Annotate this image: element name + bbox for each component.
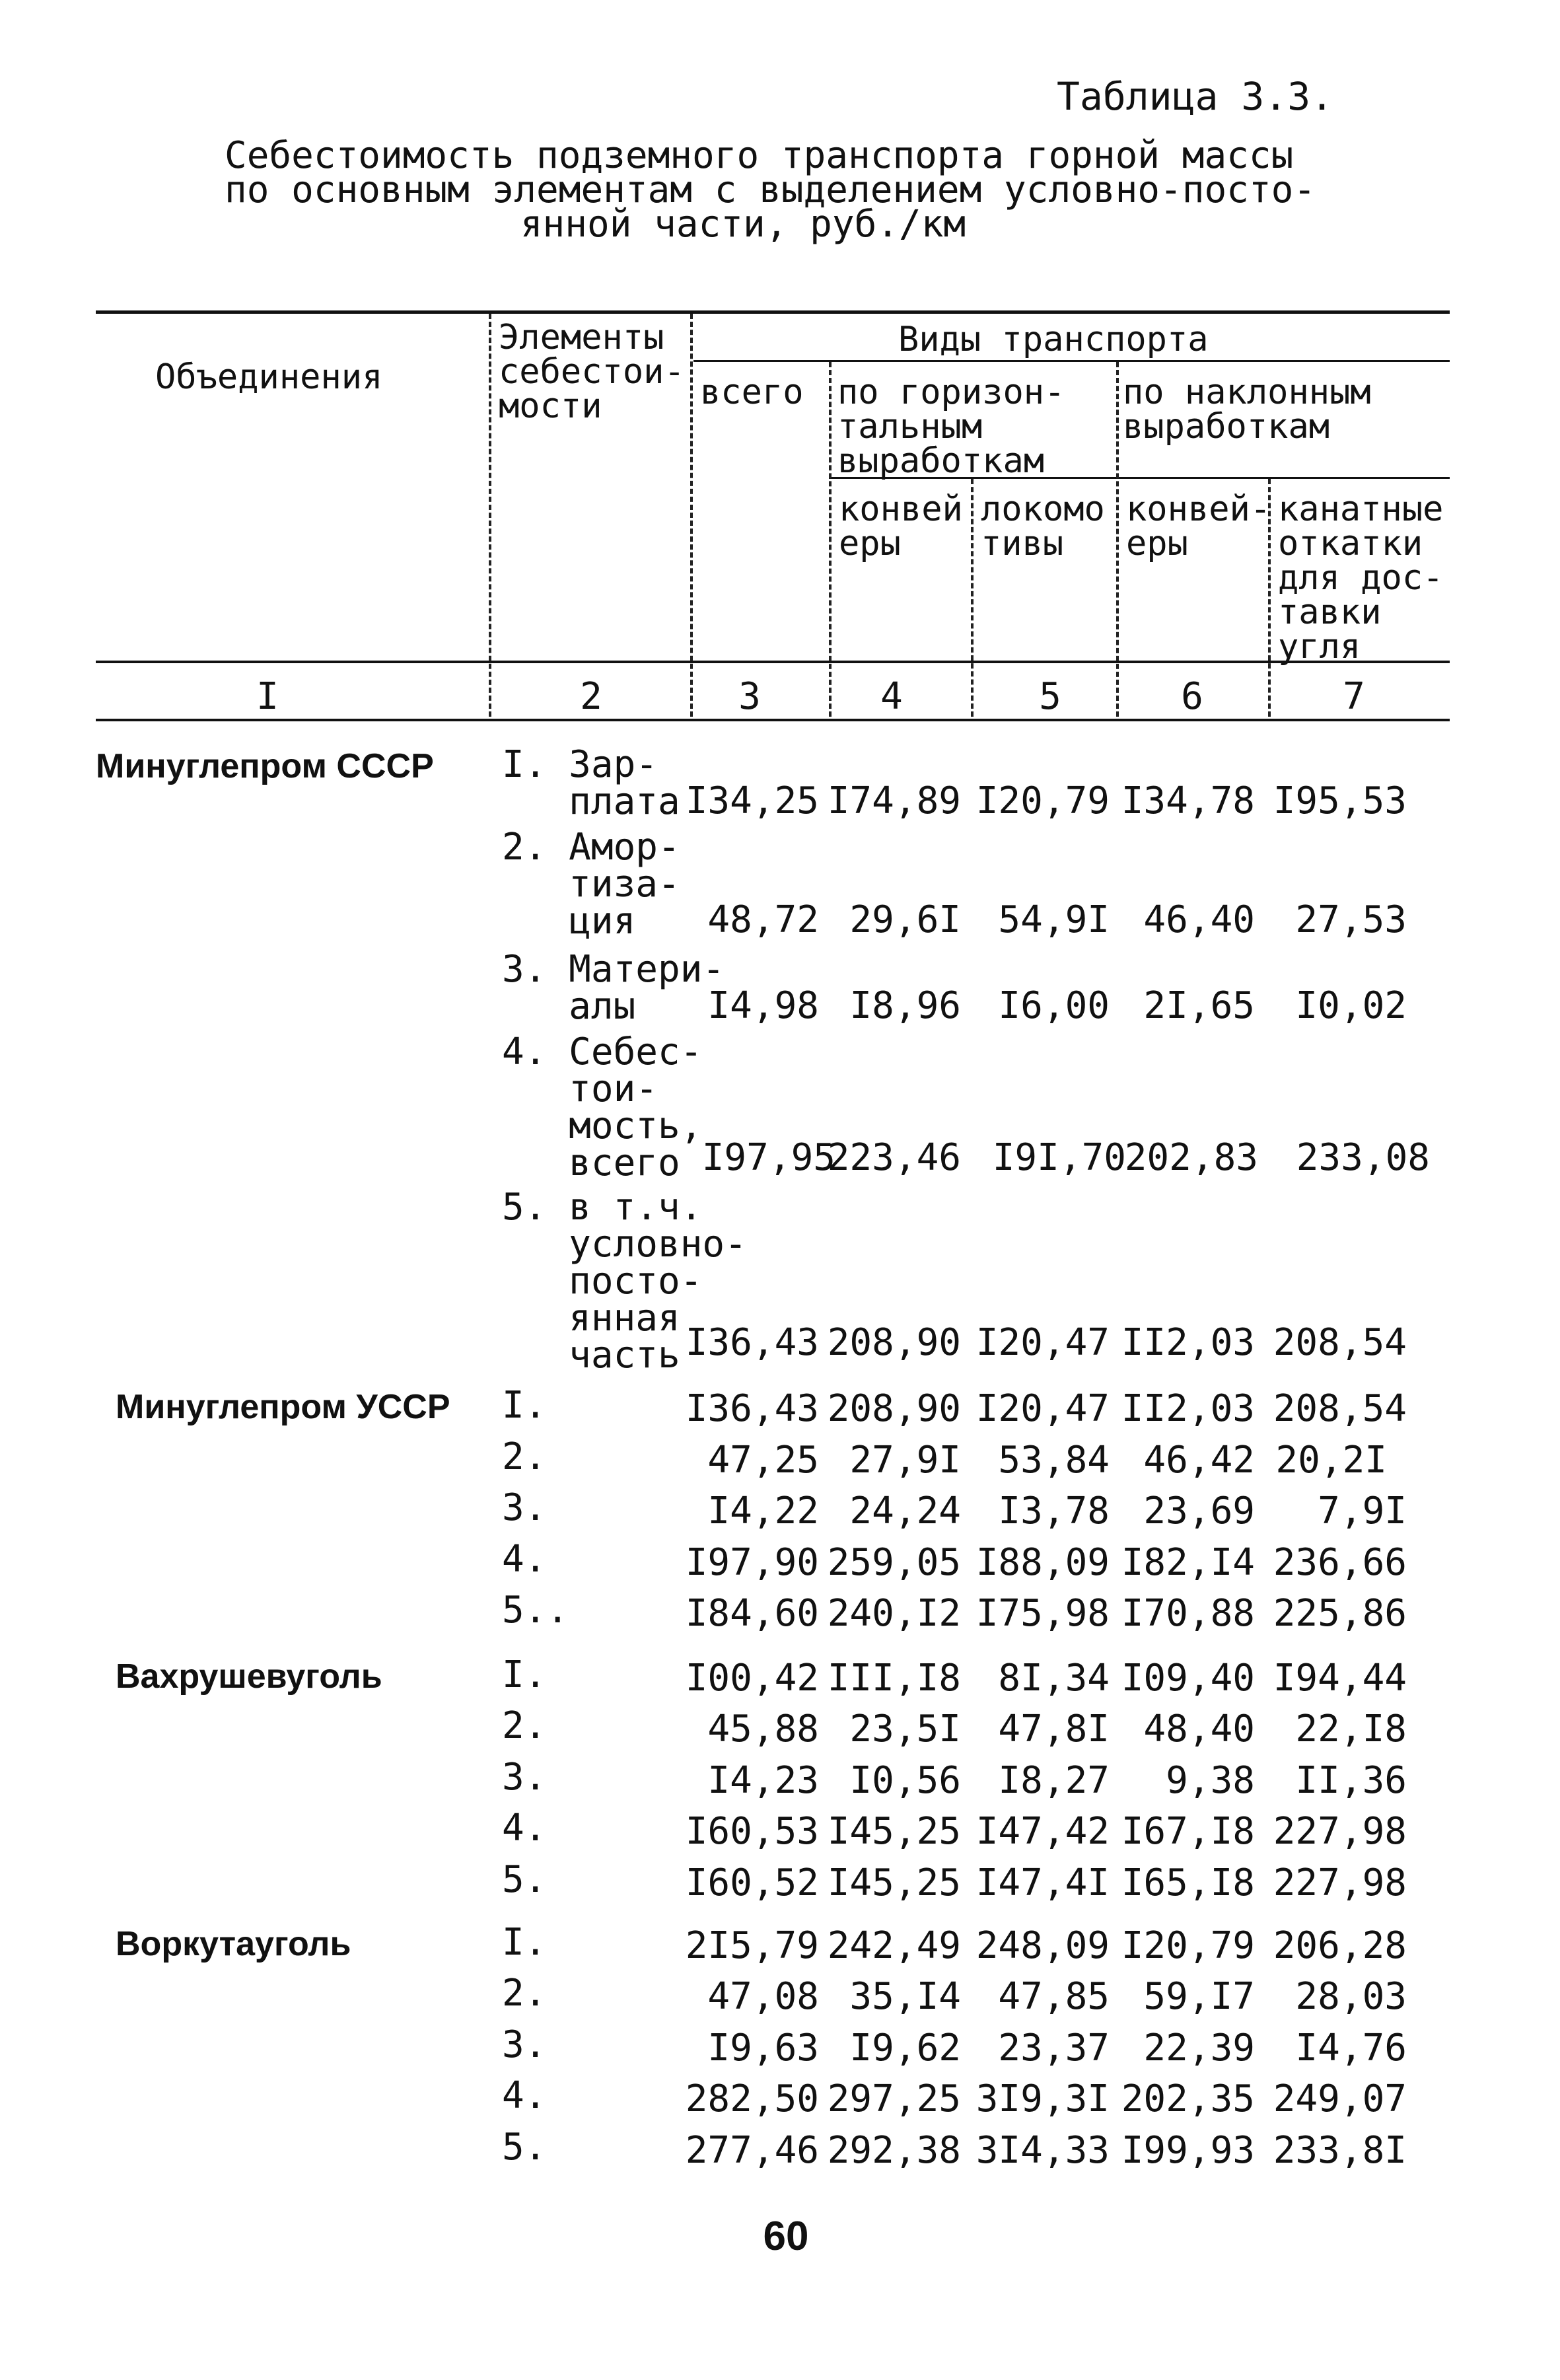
value-locomotives: I47,4I [975, 1861, 1110, 1904]
table-row [0, 1486, 1560, 1536]
table-label: Таблица 3.3. [1057, 74, 1334, 119]
table-row [0, 1704, 1560, 1754]
element-line: ция [502, 900, 636, 943]
value-rope-haulage: 28,03 [1295, 1975, 1407, 2018]
element-line: условно- [502, 1223, 747, 1266]
value-conveyors-horizontal: 223,46 [827, 1136, 961, 1179]
column-separator [489, 314, 491, 717]
element-line: мость, [502, 1104, 703, 1147]
column-separator [829, 362, 832, 717]
value-rope-haulage: 22,I8 [1295, 1708, 1407, 1750]
value-locomotives: I9I,70 [992, 1136, 1126, 1179]
header-line: тальным [837, 407, 983, 447]
table-caption [225, 134, 1316, 246]
value-locomotives: I20,47 [975, 1321, 1110, 1364]
value-locomotives: 3I9,3I [975, 2077, 1110, 2120]
value-rope-haulage: 233,08 [1296, 1136, 1430, 1179]
value-total: I84,60 [685, 1592, 819, 1635]
table-row [0, 1858, 1560, 1908]
value-locomotives: I20,47 [975, 1387, 1110, 1430]
value-conveyors-inclined: I70,88 [1121, 1592, 1255, 1635]
header-cost-elements [499, 318, 685, 426]
value-locomotives: I75,98 [975, 1592, 1110, 1635]
cost-element: 5.. [502, 1589, 569, 1632]
table-row [0, 1921, 1560, 1970]
value-total: I97,90 [685, 1541, 819, 1584]
value-locomotives: 47,85 [998, 1975, 1110, 2018]
value-rope-haulage: 227,98 [1273, 1861, 1407, 1904]
header-transport-types: Виды транспорта [898, 320, 1209, 359]
cost-element: 2. [502, 1704, 547, 1747]
header-line: конвей [839, 489, 963, 529]
column-number: 7 [1343, 675, 1365, 718]
caption-line: янной части, руб./км [520, 203, 966, 246]
value-rope-haulage: 249,07 [1273, 2077, 1407, 2120]
value-conveyors-inclined: I34,78 [1121, 779, 1255, 822]
value-rope-haulage: 208,54 [1273, 1387, 1407, 1430]
cost-element: 3. [502, 1756, 547, 1799]
value-conveyors-inclined: 46,40 [1143, 898, 1255, 941]
cost-element: 5. [502, 1858, 547, 1901]
element-line: всего [502, 1141, 680, 1184]
value-total: I4,22 [707, 1490, 819, 1533]
org-name: Минуглепром УССР [116, 1388, 450, 1426]
header-conveyors-horizontal [839, 489, 963, 563]
table-row [0, 1136, 1560, 1182]
header-line: мости [499, 386, 602, 426]
value-locomotives: I47,42 [975, 1810, 1110, 1853]
value-total: I97,95 [701, 1136, 835, 1179]
value-total: I4,23 [707, 1759, 819, 1802]
value-conveyors-inclined: I09,40 [1121, 1657, 1255, 1700]
value-locomotives: 3I4,33 [975, 2129, 1110, 2172]
value-conveyors-horizontal: I8,96 [849, 984, 961, 1027]
value-locomotives: I8,27 [998, 1759, 1110, 1802]
element-line: алы [502, 985, 636, 1028]
value-conveyors-horizontal: 27,9I [849, 1439, 961, 1482]
header-line: Элементы [499, 318, 664, 357]
header-line: еры [839, 524, 901, 563]
element-line: янная [502, 1297, 680, 1340]
value-conveyors-horizontal: I9,62 [849, 2027, 961, 2070]
header-line: себестои- [499, 352, 685, 392]
cost-element: 3. [502, 2023, 547, 2066]
table-top-rule [96, 310, 1450, 314]
value-rope-haulage: 7,9I [1318, 1490, 1407, 1533]
value-total: 2I5,79 [685, 1924, 819, 1967]
value-conveyors-inclined: 23,69 [1143, 1490, 1255, 1533]
cost-element: I. [502, 1384, 547, 1427]
value-total: I34,25 [685, 779, 819, 822]
table-row [0, 1589, 1560, 1638]
value-rope-haulage: 208,54 [1273, 1321, 1407, 1364]
header-total: всего [700, 373, 804, 412]
table-row [0, 2126, 1560, 2175]
value-total: 45,88 [707, 1708, 819, 1750]
cost-element: 2. [502, 1435, 547, 1478]
value-conveyors-inclined: I99,93 [1121, 2129, 1255, 2172]
value-conveyors-inclined: 59,I7 [1143, 1975, 1255, 2018]
org-name: Вахрушевуголь [116, 1657, 382, 1696]
value-rope-haulage: 27,53 [1295, 898, 1407, 941]
value-total: I36,43 [685, 1387, 819, 1430]
value-locomotives: I6,00 [998, 984, 1110, 1027]
element-line: 3. Матери- [502, 948, 725, 991]
value-total: 282,50 [685, 2077, 819, 2120]
value-rope-haulage: 233,8I [1273, 2129, 1407, 2172]
page-number: 60 [763, 2214, 809, 2259]
value-conveyors-horizontal: 23,5I [849, 1708, 961, 1750]
cost-element: I. [502, 1921, 547, 1964]
value-conveyors-horizontal: 29,6I [849, 898, 961, 941]
column-number: 6 [1181, 675, 1203, 718]
value-total: I4,98 [707, 984, 819, 1027]
value-conveyors-inclined: 48,40 [1143, 1708, 1255, 1750]
value-rope-haulage: I4,76 [1295, 2027, 1407, 2070]
value-conveyors-horizontal: 242,49 [827, 1924, 961, 1967]
value-conveyors-horizontal: I0,56 [849, 1759, 961, 1802]
value-conveyors-inclined: I82,I4 [1121, 1541, 1255, 1584]
header-line: тивы [981, 524, 1064, 563]
value-rope-haulage: 236,66 [1273, 1541, 1407, 1584]
value-rope-haulage: II,36 [1295, 1759, 1407, 1802]
value-total: I00,42 [685, 1657, 819, 1700]
value-conveyors-inclined: I20,79 [1121, 1924, 1255, 1967]
cost-element: I. [502, 1653, 547, 1696]
value-locomotives: 248,09 [975, 1924, 1110, 1967]
value-conveyors-horizontal: 208,90 [827, 1387, 961, 1430]
column-number: 5 [1039, 675, 1061, 718]
column-separator [690, 314, 693, 717]
table-row [0, 984, 1560, 1030]
value-conveyors-inclined: I67,I8 [1121, 1810, 1255, 1853]
value-total: I9,63 [707, 2027, 819, 2070]
header-bottom-rule [96, 661, 1450, 663]
value-conveyors-horizontal: 24,24 [849, 1490, 961, 1533]
column-separator [1116, 362, 1119, 717]
element-line: плата [502, 780, 680, 823]
header-locomotives [981, 489, 1105, 563]
caption-line: по основным элементам с выделением условно-посто- [225, 168, 1316, 211]
value-conveyors-horizontal: 292,38 [827, 2129, 961, 2172]
value-conveyors-inclined: II2,03 [1121, 1387, 1255, 1430]
value-locomotives: 53,84 [998, 1439, 1110, 1482]
value-conveyors-inclined: 46,42 [1143, 1439, 1255, 1482]
table-row [0, 2023, 1560, 2073]
table-row [0, 1384, 1560, 1433]
header-inclined [1123, 373, 1371, 447]
column-number: 3 [738, 675, 761, 718]
value-locomotives: I88,09 [975, 1541, 1110, 1584]
cost-element: 5. [502, 2126, 547, 2169]
value-conveyors-horizontal: I45,25 [827, 1810, 961, 1853]
header-organizations: Объединения [155, 357, 383, 397]
column-number: I [256, 675, 279, 718]
value-locomotives: 23,37 [998, 2027, 1110, 2070]
header-rope-haulage [1278, 489, 1444, 667]
table-row [0, 1321, 1560, 1367]
column-number: 4 [880, 675, 903, 718]
value-rope-haulage: I0,02 [1295, 984, 1407, 1027]
org-name: Минуглепром СССР [96, 747, 434, 785]
header-horizontal [837, 373, 1065, 481]
value-conveyors-inclined: II2,03 [1121, 1321, 1255, 1364]
value-total: 47,25 [707, 1439, 819, 1482]
value-rope-haulage: I95,53 [1273, 779, 1407, 822]
value-conveyors-horizontal: I45,25 [827, 1861, 961, 1904]
table-row [0, 2074, 1560, 2124]
org-name: Воркутауголь [116, 1925, 351, 1963]
value-conveyors-inclined: 202,83 [1124, 1136, 1258, 1179]
element-line: I. Зар- [502, 743, 658, 786]
value-conveyors-inclined: 2I,65 [1143, 984, 1255, 1027]
value-conveyors-inclined: 9,38 [1166, 1759, 1255, 1802]
table-row [0, 1807, 1560, 1856]
table-row [0, 1756, 1560, 1805]
value-rope-haulage: 227,98 [1273, 1810, 1407, 1853]
value-conveyors-horizontal: 240,I2 [827, 1592, 961, 1635]
value-conveyors-horizontal: 297,25 [827, 2077, 961, 2120]
value-locomotives: 47,8I [998, 1708, 1110, 1750]
value-conveyors-horizontal: I74,89 [827, 779, 961, 822]
value-total: I36,43 [685, 1321, 819, 1364]
element-line: тиза- [502, 863, 680, 906]
value-conveyors-inclined: 202,35 [1121, 2077, 1255, 2120]
header-conveyors-inclined [1126, 489, 1271, 563]
value-total: 47,08 [707, 1975, 819, 2018]
table-row [0, 1538, 1560, 1587]
header-line: тавки [1278, 593, 1382, 632]
cost-element: 4. [502, 1807, 547, 1850]
element-line: посто- [502, 1260, 703, 1303]
header-line: откатки [1278, 524, 1423, 563]
header-line: по горизон- [837, 373, 1065, 412]
header-line: локомо [981, 489, 1105, 529]
group-rule [693, 360, 1450, 362]
value-rope-haulage: I94,44 [1273, 1657, 1407, 1700]
element-line: 2. Амор- [502, 826, 680, 869]
table-row [0, 779, 1560, 826]
cost-element: 3. [502, 1486, 547, 1529]
value-rope-haulage: 206,28 [1273, 1924, 1407, 1967]
value-locomotives: I3,78 [998, 1490, 1110, 1533]
column-number: 2 [580, 675, 602, 718]
header-line: для дос- [1278, 558, 1444, 598]
value-conveyors-horizontal: 35,I4 [849, 1975, 961, 2018]
column-separator [971, 479, 974, 717]
element-line: тои- [502, 1067, 658, 1110]
table-row [0, 1653, 1560, 1703]
header-line: выработкам [837, 441, 1045, 481]
value-locomotives: 8I,34 [998, 1657, 1110, 1700]
column-numbers-rule [96, 719, 1450, 721]
header-line: по наклонным [1123, 373, 1371, 412]
value-conveyors-inclined: 22,39 [1143, 2027, 1255, 2070]
value-conveyors-horizontal: 259,05 [827, 1541, 961, 1584]
table-row [0, 898, 1560, 945]
value-total: 277,46 [685, 2129, 819, 2172]
value-total: I60,52 [685, 1861, 819, 1904]
element-line: часть [502, 1334, 680, 1377]
value-locomotives: I20,79 [975, 779, 1110, 822]
table-row [0, 1972, 1560, 2021]
header-line: угля [1278, 627, 1361, 667]
header-line: выработкам [1123, 407, 1330, 447]
header-line: канатные [1278, 489, 1444, 529]
header-line: конвей- [1126, 489, 1271, 529]
value-conveyors-horizontal: 208,90 [827, 1321, 961, 1364]
element-line: 5. в т.ч. [502, 1186, 703, 1229]
value-conveyors-horizontal: III,I8 [827, 1657, 961, 1700]
value-rope-haulage: 225,86 [1273, 1592, 1407, 1635]
header-line: еры [1126, 524, 1188, 563]
cost-element: 2. [502, 1972, 547, 2015]
caption-line: Себестоимость подземного транспорта горной массы [225, 134, 1294, 177]
value-rope-haulage: 20,2I [1275, 1439, 1387, 1482]
value-total: I60,53 [685, 1810, 819, 1853]
element-line: 4. Себес- [502, 1030, 703, 1073]
cost-element: 4. [502, 2074, 547, 2117]
value-locomotives: 54,9I [998, 898, 1110, 941]
value-total: 48,72 [707, 898, 819, 941]
table-row [0, 1435, 1560, 1485]
cost-element: 4. [502, 1538, 547, 1581]
value-conveyors-inclined: I65,I8 [1121, 1861, 1255, 1904]
